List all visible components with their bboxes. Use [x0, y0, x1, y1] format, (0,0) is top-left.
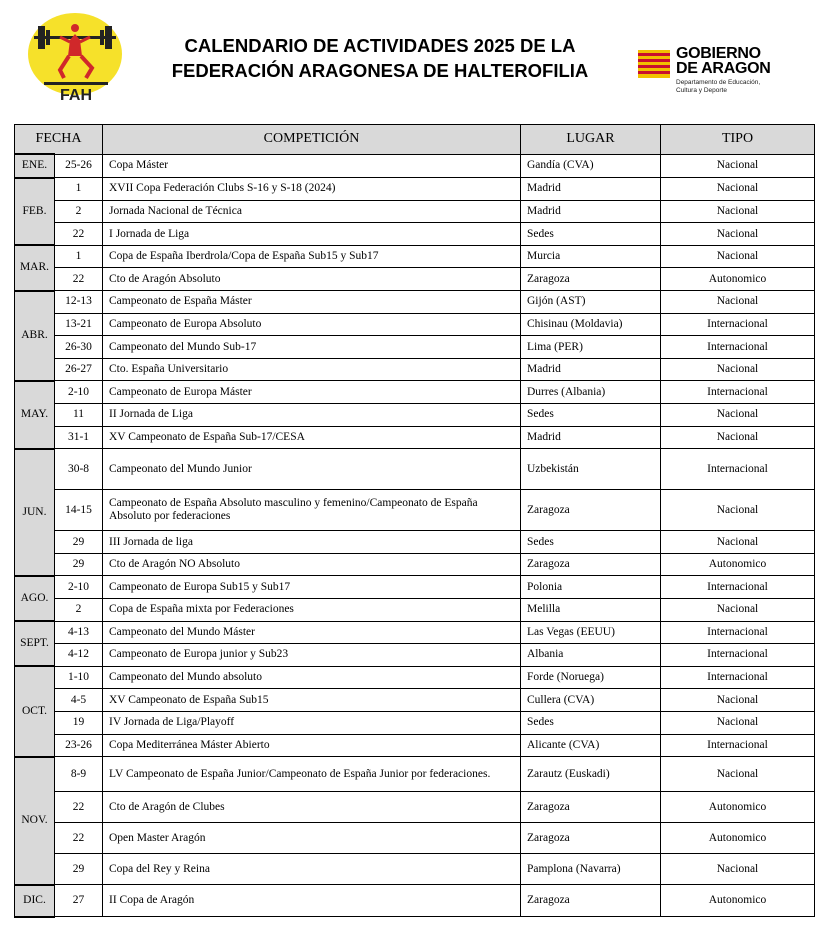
type-cell: Nacional: [661, 426, 815, 449]
day-cell: 23-26: [55, 734, 103, 757]
place-cell: Zaragoza: [521, 885, 661, 917]
competition-cell: Cto de Aragón Absoluto: [103, 268, 521, 291]
place-cell: Cullera (CVA): [521, 689, 661, 712]
header-competicion: COMPETICIÓN: [103, 125, 521, 155]
place-cell: Chisinau (Moldavia): [521, 313, 661, 336]
place-cell: Durres (Albania): [521, 381, 661, 404]
day-cell: 25-26: [55, 154, 103, 178]
page-header: [0, 0, 828, 120]
table-row: [15, 313, 815, 336]
type-cell: Autonomico: [661, 885, 815, 917]
day-cell: 2-10: [55, 381, 103, 404]
place-cell: Gijón (AST): [521, 291, 661, 314]
table-row: [15, 553, 815, 576]
table-row: [15, 854, 815, 885]
type-cell: Nacional: [661, 178, 815, 201]
competition-cell: Cto. España Universitario: [103, 358, 521, 381]
table-row: [15, 200, 815, 223]
month-cell: OCT.: [15, 666, 55, 756]
type-cell: Autonomico: [661, 823, 815, 854]
day-cell: 1: [55, 178, 103, 201]
day-cell: 1-10: [55, 666, 103, 689]
type-cell: Nacional: [661, 291, 815, 314]
day-cell: 2: [55, 200, 103, 223]
type-cell: Internacional: [661, 313, 815, 336]
place-cell: Madrid: [521, 426, 661, 449]
competition-cell: Campeonato del Mundo Sub-17: [103, 336, 521, 359]
table-row: [15, 792, 815, 823]
day-cell: 4-12: [55, 644, 103, 667]
type-cell: Autonomico: [661, 792, 815, 823]
competition-cell: Campeonato de Europa Máster: [103, 381, 521, 404]
month-cell: AGO.: [15, 576, 55, 621]
title-line-1: CALENDARIO DE ACTIVIDADES 2025 DE LA: [184, 35, 576, 56]
competition-cell: Open Master Aragón: [103, 823, 521, 854]
day-cell: 2-10: [55, 576, 103, 599]
place-cell: Madrid: [521, 178, 661, 201]
competition-cell: Campeonato de Europa Sub15 y Sub17: [103, 576, 521, 599]
table-row: [15, 381, 815, 404]
competition-cell: Campeonato de España Absoluto masculino y femenino/Campeonato de España Absoluto por federaciones: [103, 490, 521, 531]
place-cell: Las Vegas (EEUU): [521, 621, 661, 644]
month-cell: JUN.: [15, 449, 55, 576]
day-cell: 8-9: [55, 757, 103, 792]
table-row: [15, 336, 815, 359]
competition-cell: II Copa de Aragón: [103, 885, 521, 917]
table-row: [15, 291, 815, 314]
place-cell: Alicante (CVA): [521, 734, 661, 757]
place-cell: Sedes: [521, 531, 661, 554]
competition-cell: I Jornada de Liga: [103, 223, 521, 246]
competition-cell: Campeonato del Mundo absoluto: [103, 666, 521, 689]
place-cell: Gandía (CVA): [521, 154, 661, 178]
type-cell: Autonomico: [661, 268, 815, 291]
type-cell: Internacional: [661, 381, 815, 404]
table-row: [15, 490, 815, 531]
table-row: [15, 576, 815, 599]
competition-cell: Copa del Rey y Reina: [103, 854, 521, 885]
title-line-2: FEDERACIÓN ARAGONESA DE HALTEROFILIA: [171, 60, 589, 81]
header-lugar: LUGAR: [521, 125, 661, 155]
competition-cell: XVII Copa Federación Clubs S-16 y S-18 (2024): [103, 178, 521, 201]
header-tipo: TIPO: [661, 125, 815, 155]
day-cell: 1: [55, 245, 103, 268]
table-row: [15, 268, 815, 291]
day-cell: 4-5: [55, 689, 103, 712]
type-cell: Internacional: [661, 644, 815, 667]
month-cell: DIC.: [15, 885, 55, 917]
competition-cell: II Jornada de Liga: [103, 404, 521, 427]
day-cell: 22: [55, 223, 103, 246]
table-row: [15, 823, 815, 854]
competition-cell: Cto de Aragón de Clubes: [103, 792, 521, 823]
type-cell: Internacional: [661, 336, 815, 359]
competition-cell: Campeonato de Europa Absoluto: [103, 313, 521, 336]
competition-cell: Campeonato del Mundo Máster: [103, 621, 521, 644]
place-cell: Melilla: [521, 599, 661, 622]
day-cell: 13-21: [55, 313, 103, 336]
competition-cell: Cto de Aragón NO Absoluto: [103, 553, 521, 576]
type-cell: Internacional: [661, 734, 815, 757]
type-cell: Nacional: [661, 711, 815, 734]
day-cell: 22: [55, 823, 103, 854]
place-cell: Sedes: [521, 404, 661, 427]
place-cell: Zaragoza: [521, 792, 661, 823]
table-row: [15, 885, 815, 917]
place-cell: Zaragoza: [521, 268, 661, 291]
day-cell: 11: [55, 404, 103, 427]
place-cell: Zaragoza: [521, 553, 661, 576]
day-cell: 29: [55, 531, 103, 554]
type-cell: Internacional: [661, 621, 815, 644]
competition-cell: III Jornada de liga: [103, 531, 521, 554]
table-row: [15, 644, 815, 667]
table-row: [15, 666, 815, 689]
place-cell: Madrid: [521, 200, 661, 223]
table-row: [15, 245, 815, 268]
competition-cell: XV Campeonato de España Sub15: [103, 689, 521, 712]
table-row: [15, 154, 815, 178]
day-cell: 26-30: [55, 336, 103, 359]
page-title: [140, 33, 620, 83]
type-cell: Nacional: [661, 358, 815, 381]
gobierno-aragon-logo: [638, 46, 808, 96]
header-fecha: FECHA: [15, 125, 103, 155]
type-cell: Nacional: [661, 689, 815, 712]
competition-cell: Copa Máster: [103, 154, 521, 178]
place-cell: Zarautz (Euskadi): [521, 757, 661, 792]
competition-cell: Copa de España mixta por Federaciones: [103, 599, 521, 622]
competition-cell: Copa Mediterránea Máster Abierto: [103, 734, 521, 757]
place-cell: Uzbekistán: [521, 449, 661, 490]
place-cell: Pamplona (Navarra): [521, 854, 661, 885]
competition-cell: Copa de España Iberdrola/Copa de España Sub15 y Sub17: [103, 245, 521, 268]
calendar-table: [14, 124, 815, 918]
day-cell: 14-15: [55, 490, 103, 531]
table-row: [15, 223, 815, 246]
type-cell: Nacional: [661, 490, 815, 531]
day-cell: 29: [55, 854, 103, 885]
place-cell: Madrid: [521, 358, 661, 381]
competition-cell: IV Jornada de Liga/Playoff: [103, 711, 521, 734]
day-cell: 12-13: [55, 291, 103, 314]
place-cell: Zaragoza: [521, 490, 661, 531]
table-row: [15, 711, 815, 734]
gov-name: GOBIERNO DE ARAGON: [676, 45, 771, 77]
table-row: [15, 358, 815, 381]
aragon-flag-icon: [638, 50, 670, 78]
type-cell: Internacional: [661, 666, 815, 689]
day-cell: 22: [55, 792, 103, 823]
competition-cell: Campeonato del Mundo Junior: [103, 449, 521, 490]
table-row: [15, 689, 815, 712]
fah-logo-icon: [26, 12, 124, 104]
month-cell: MAY.: [15, 381, 55, 449]
place-cell: Albania: [521, 644, 661, 667]
day-cell: 27: [55, 885, 103, 917]
table-row: [15, 621, 815, 644]
place-cell: Murcia: [521, 245, 661, 268]
type-cell: Nacional: [661, 854, 815, 885]
type-cell: Nacional: [661, 245, 815, 268]
table-row: [15, 734, 815, 757]
month-cell: ENE.: [15, 154, 55, 178]
day-cell: 31-1: [55, 426, 103, 449]
table-row: [15, 599, 815, 622]
table-row: [15, 757, 815, 792]
day-cell: 30-8: [55, 449, 103, 490]
table-row: [15, 178, 815, 201]
place-cell: Zaragoza: [521, 823, 661, 854]
day-cell: 22: [55, 268, 103, 291]
day-cell: 2: [55, 599, 103, 622]
table-row: [15, 404, 815, 427]
type-cell: Nacional: [661, 757, 815, 792]
month-cell: NOV.: [15, 757, 55, 885]
table-row: [15, 426, 815, 449]
day-cell: 26-27: [55, 358, 103, 381]
month-cell: FEB.: [15, 178, 55, 246]
day-cell: 19: [55, 711, 103, 734]
type-cell: Internacional: [661, 576, 815, 599]
type-cell: Nacional: [661, 223, 815, 246]
type-cell: Nacional: [661, 404, 815, 427]
place-cell: Sedes: [521, 223, 661, 246]
table-row: [15, 531, 815, 554]
type-cell: Nacional: [661, 154, 815, 178]
place-cell: Sedes: [521, 711, 661, 734]
table-header-row: [15, 125, 815, 155]
place-cell: Forde (Noruega): [521, 666, 661, 689]
gov-department: Departamento de Educación, Cultura y Deporte: [676, 79, 761, 94]
competition-cell: Campeonato de España Máster: [103, 291, 521, 314]
competition-cell: XV Campeonato de España Sub-17/CESA: [103, 426, 521, 449]
type-cell: Autonomico: [661, 553, 815, 576]
month-cell: MAR.: [15, 245, 55, 290]
type-cell: Nacional: [661, 599, 815, 622]
competition-cell: Jornada Nacional de Técnica: [103, 200, 521, 223]
day-cell: 4-13: [55, 621, 103, 644]
month-cell: SEPT.: [15, 621, 55, 666]
place-cell: Polonia: [521, 576, 661, 599]
competition-cell: LV Campeonato de España Junior/Campeonato de España Junior por federaciones.: [103, 757, 521, 792]
type-cell: Nacional: [661, 200, 815, 223]
place-cell: Lima (PER): [521, 336, 661, 359]
day-cell: 29: [55, 553, 103, 576]
month-cell: ABR.: [15, 291, 55, 381]
type-cell: Nacional: [661, 531, 815, 554]
competition-cell: Campeonato de Europa junior y Sub23: [103, 644, 521, 667]
fah-logo-text: FAH: [60, 87, 92, 104]
table-row: [15, 449, 815, 490]
type-cell: Internacional: [661, 449, 815, 490]
